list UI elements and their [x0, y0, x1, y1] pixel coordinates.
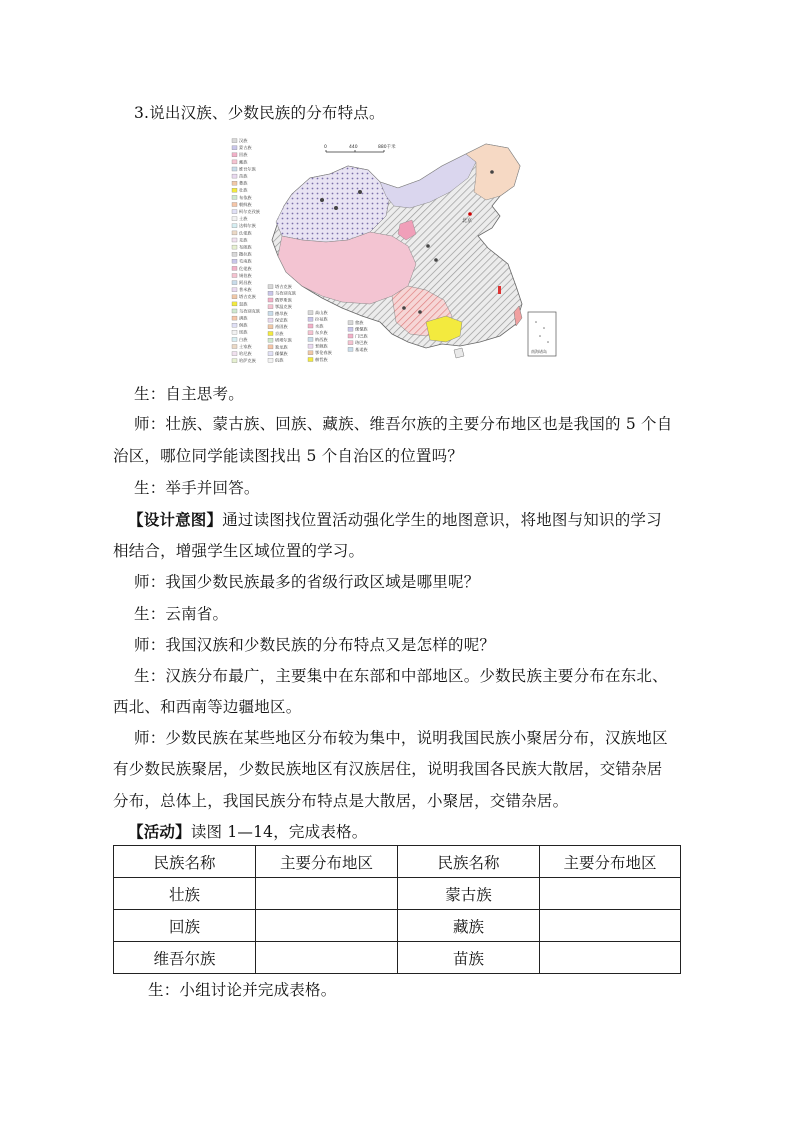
ethnic-distribution-map — [230, 136, 558, 368]
legend-label: 水族 — [315, 323, 324, 329]
cell-ethnic-name: 壮族 — [114, 878, 256, 910]
legend-swatch — [268, 298, 273, 302]
legend-label: 蒙古族 — [239, 145, 252, 151]
legend-label: 乌孜别克族 — [275, 290, 296, 296]
legend-label: 哈尼族 — [239, 351, 252, 356]
legend-swatch — [268, 332, 273, 336]
cell-ethnic-name: 蒙古族 — [398, 878, 540, 910]
legend-label: 鄂伦春族 — [315, 350, 332, 356]
legend-swatch — [232, 210, 237, 214]
activity-line — [128, 822, 367, 842]
south-china-sea-inset — [528, 312, 556, 356]
legend-swatch — [348, 321, 353, 325]
table-row — [114, 942, 681, 974]
legend-label: 羌族 — [239, 237, 248, 243]
legend-label: 哈萨克族 — [239, 358, 256, 364]
legend-swatch — [232, 281, 237, 285]
activity-text: 读图 1—14，完成表格。 — [190, 823, 368, 841]
legend-label: 侗族 — [239, 322, 248, 328]
legend-swatch — [268, 318, 273, 322]
legend-label: 毛南族 — [239, 258, 252, 264]
cell-region-blank[interactable] — [540, 910, 681, 942]
dialogue-line-10: 生：汉族分布最广，主要集中在东部和中部地区。少数民族主要分布在东北、 — [134, 667, 668, 685]
legend-swatch — [232, 217, 237, 221]
legend-label: 柯尔克孜族 — [239, 209, 260, 214]
legend-swatch — [232, 345, 237, 349]
cell-ethnic-name: 维吾尔族 — [114, 942, 256, 974]
dialogue-line-1: 生：自主思考。 — [134, 385, 244, 403]
design-intent-line — [128, 510, 662, 530]
dialogue-line-11: 西北、和西南等边疆地区。 — [113, 698, 302, 716]
dialogue-line-8: 生：云南省。 — [134, 605, 229, 623]
legend-swatch — [232, 231, 237, 235]
legend-label: 傈僳族 — [355, 326, 368, 332]
legend-swatch — [268, 338, 273, 342]
legend-label: 裕固族 — [275, 324, 288, 330]
legend-swatch — [268, 291, 273, 295]
legend-swatch — [232, 188, 237, 192]
legend-swatch — [232, 224, 237, 228]
legend-label: 佤族 — [275, 357, 284, 363]
legend-swatch — [348, 341, 353, 345]
legend-swatch — [348, 334, 353, 338]
legend-label: 乌孜别克族 — [239, 308, 260, 314]
legend-label: 高山族 — [315, 310, 328, 315]
dialogue-line-6: 相结合，增强学生区域位置的学习。 — [113, 542, 365, 560]
legend-swatch — [268, 345, 273, 349]
question-title: 3.说出汉族、少数民族的分布特点。 — [134, 104, 385, 122]
legend-swatch — [268, 285, 273, 289]
legend-swatch — [232, 309, 237, 313]
legend-swatch — [308, 324, 313, 328]
cell-region-blank[interactable] — [540, 942, 681, 974]
legend-swatch — [232, 238, 237, 242]
legend-swatch — [232, 203, 237, 207]
legend-label: 满族 — [239, 315, 248, 321]
legend-label: 布依族 — [239, 194, 252, 200]
dialogue-line-14: 分布，总体上，我国民族分布特点是大散居，小聚居，交错杂居。 — [113, 792, 569, 810]
legend-label: 珞巴族 — [355, 340, 368, 346]
legend-swatch — [232, 259, 237, 263]
beijing-label: 北京 — [462, 218, 473, 224]
legend-swatch — [348, 347, 353, 351]
legend-swatch — [232, 352, 237, 356]
legend-swatch — [308, 358, 313, 362]
legend-swatch — [308, 337, 313, 341]
legend-label: 基诺族 — [355, 346, 368, 352]
cell-ethnic-name: 回族 — [114, 910, 256, 942]
legend-label: 保安族 — [275, 317, 288, 323]
legend-swatch — [232, 146, 237, 150]
dialogue-line-4: 生：举手并回答。 — [134, 479, 260, 497]
legend-swatch — [232, 252, 237, 256]
legend-swatch — [232, 288, 237, 292]
legend-label: 回族 — [239, 152, 248, 158]
cell-ethnic-name: 苗族 — [398, 942, 540, 974]
dialogue-line-7: 师：我国少数民族最多的省级行政区域是哪里呢？ — [134, 573, 480, 591]
legend-label: 白族 — [239, 336, 248, 342]
dialogue-line-9: 师：我国汉族和少数民族的分布特点又是怎样的呢？ — [134, 636, 496, 654]
legend-swatch — [232, 160, 237, 164]
legend-swatch — [232, 153, 237, 157]
scale-label-880: 880千米 — [378, 145, 396, 150]
legend-swatch — [348, 327, 353, 331]
legend-label: 鄂温克族 — [275, 304, 292, 310]
legend-label: 彝族 — [239, 180, 248, 186]
dialogue-line-3: 治区，哪位同学能读图找出 5 个自治区的位置吗？ — [113, 447, 464, 465]
header-ethnic-name-2: 民族名称 — [398, 846, 540, 878]
design-intent-heading: 【设计意图】 — [128, 510, 223, 529]
legend-label: 普米族 — [239, 287, 252, 293]
legend-label: 独龙族 — [275, 344, 288, 350]
legend-label: 苗族 — [239, 173, 248, 179]
dialogue-line-12: 师：少数民族在某些地区分布较为集中，说明我国民族小聚居分布，汉族地区 — [134, 729, 668, 747]
legend-label: 壮族 — [239, 187, 248, 193]
legend-swatch — [268, 311, 273, 315]
legend-label: 布朗族 — [239, 244, 252, 250]
legend-swatch — [308, 344, 313, 348]
design-intent-text: 通过读图找位置活动强化学生的地图意识，将地图与知识的学习 — [222, 511, 662, 529]
legend-swatch — [268, 352, 273, 356]
legend-label: 撒拉族 — [239, 251, 252, 257]
legend-swatch — [232, 139, 237, 143]
table-header-row — [114, 846, 681, 878]
legend-label: 瑶族 — [239, 329, 248, 335]
legend-label: 土家族 — [239, 343, 252, 349]
legend-label: 仫佬族 — [239, 230, 252, 236]
legend-label: 仡佬族 — [239, 265, 252, 271]
legend-label: 塔吉克族 — [275, 284, 292, 289]
table-row — [114, 878, 681, 910]
legend-label: 怒族 — [239, 301, 248, 307]
legend-swatch — [308, 331, 313, 335]
legend-label: 土族 — [239, 216, 248, 222]
dialogue-line-16: 生：小组讨论并完成表格。 — [148, 981, 337, 999]
legend-swatch — [308, 351, 313, 355]
scale-label-0: 0 — [324, 145, 327, 150]
header-region-2: 主要分布地区 — [540, 846, 681, 878]
legend-label: 景颇族 — [315, 343, 328, 349]
legend-label: 阿昌族 — [239, 280, 252, 285]
activity-heading: 【活动】 — [128, 822, 191, 841]
legend-label: 东乡族 — [315, 330, 328, 336]
legend-swatch — [308, 317, 313, 321]
dialogue-line-2: 师：壮族、蒙古族、回族、藏族、维吾尔族的主要分布地区也是我国的 5 个自 — [134, 415, 673, 433]
header-region-1: 主要分布地区 — [256, 846, 398, 878]
legend-label: 傈僳族 — [275, 351, 288, 356]
legend-swatch — [232, 245, 237, 249]
legend-swatch — [232, 323, 237, 327]
legend-label: 门巴族 — [355, 333, 368, 339]
legend-label: 朝鲜族 — [239, 201, 252, 207]
legend-swatch — [232, 274, 237, 278]
legend-label: 汉族 — [239, 138, 248, 143]
legend-label: 塔塔尔族 — [275, 337, 292, 343]
cell-region-blank[interactable] — [256, 878, 398, 910]
legend-swatch — [232, 174, 237, 178]
legend-label: 维吾尔族 — [239, 166, 256, 172]
legend-swatch — [308, 311, 313, 315]
legend-label: 塔吉克族 — [239, 294, 256, 300]
scale-label-440: 440 — [349, 145, 358, 150]
legend-label: 拉祜族 — [315, 316, 328, 322]
legend-swatch — [268, 325, 273, 329]
legend-swatch — [268, 358, 273, 362]
legend-swatch — [268, 305, 273, 309]
dialogue-line-13: 有少数民族聚居，少数民族地区有汉族居住，说明我国各民族大散居，交错杂居 — [113, 760, 663, 778]
legend-label: 德昂族 — [275, 310, 288, 316]
cell-region-blank[interactable] — [256, 942, 398, 974]
svg-text:南海诸岛: 南海诸岛 — [531, 349, 547, 354]
table-row — [114, 910, 681, 942]
cell-region-blank[interactable] — [256, 910, 398, 942]
legend-swatch — [232, 330, 237, 334]
legend-swatch — [232, 181, 237, 185]
cell-region-blank[interactable] — [540, 878, 681, 910]
legend-swatch — [232, 359, 237, 363]
cell-ethnic-name: 藏族 — [398, 910, 540, 942]
legend-label: 赫哲族 — [315, 356, 328, 362]
legend-swatch — [232, 302, 237, 306]
legend-swatch — [232, 195, 237, 199]
legend-label: 锡伯族 — [239, 272, 252, 278]
map-scale-bar — [324, 143, 396, 152]
legend-swatch — [232, 316, 237, 320]
legend-swatch — [232, 167, 237, 171]
ethnic-distribution-table — [113, 845, 681, 974]
legend-swatch — [232, 295, 237, 299]
legend-label: 京族 — [275, 330, 284, 336]
legend-swatch — [232, 337, 237, 341]
legend-label: 畲族 — [355, 320, 364, 325]
legend-swatch — [232, 266, 237, 270]
legend-label: 纳西族 — [315, 336, 328, 342]
legend-label: 俄罗斯族 — [275, 297, 292, 303]
legend-label: 达斡尔族 — [239, 223, 256, 229]
header-ethnic-name-1: 民族名称 — [114, 846, 256, 878]
legend-label: 藏族 — [239, 159, 248, 165]
